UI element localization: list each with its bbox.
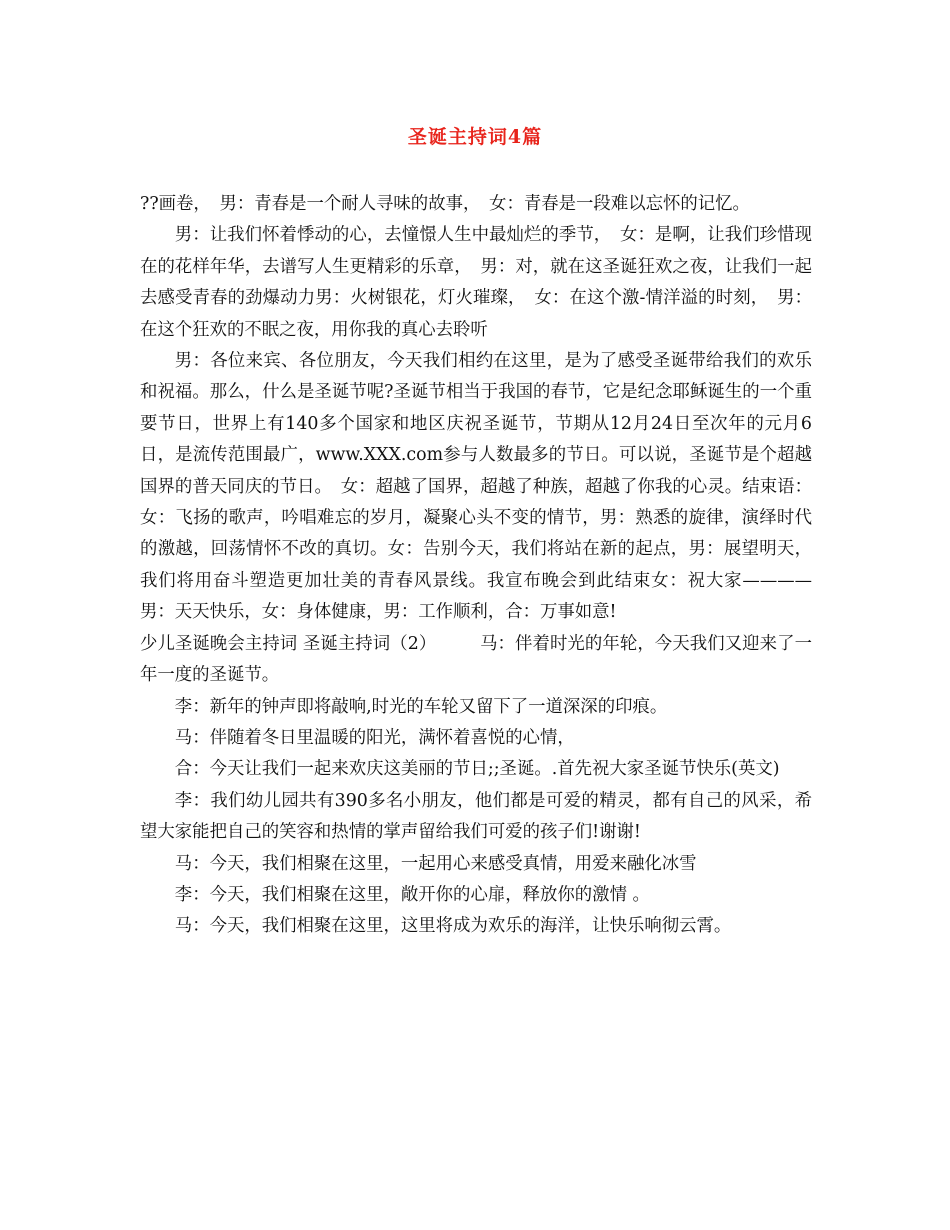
paragraph-11: 马：今天，我们相聚在这里，这里将成为欢乐的海洋，让快乐响彻云霄。: [174, 916, 732, 937]
paragraph-10: 李：今天，我们相聚在这里，敞开你的心扉，释放你的激情 。: [174, 884, 650, 905]
paragraph-7: 合：今天让我们一起来欢庆这美丽的节日;;圣诞。.首先祝大家圣诞节快乐(英文): [174, 759, 780, 780]
paragraph-4: 少儿圣诞晚会主持词 圣诞主持词（2） 马：伴着时光的年轮，今天我们又迎来了一年一度的圣诞节。: [140, 633, 812, 686]
paragraph-8: 李：我们幼儿园共有390多名小朋友，他们都是可爱的精灵，都有自己的风采，希望大家能把自己的笑容和热情的掌声留给我们可爱的孩子们!谢谢!: [140, 790, 812, 843]
paragraph-5: 李：新年的钟声即将敲响,时光的车轮又留下了一道深深的印痕。: [174, 696, 668, 717]
paragraph-2: 男：让我们怀着悸动的心，去憧憬人生中最灿烂的季节， 女：是啊，让我们珍惜现在的花样年华，去谱写人生更精彩的乐章， 男：对，就在这圣诞狂欢之夜，让我们一起去感受青春的劲爆动力男：火树银花，灯火璀璨， 女：在这个激-情洋溢的时刻， 男：在这个狂欢的不眠之夜，用你我的真心去聆听: [140, 225, 812, 340]
paragraph-1: ??画卷， 男：青春是一个耐人寻味的故事， 女：青春是一段难以忘怀的记忆。: [140, 194, 750, 214]
document-title: 圣诞主持词4篇: [407, 126, 543, 148]
paragraph-3: 男：各位来宾、各位朋友，今天我们相约在这里，是为了感受圣诞带给我们的欢乐和祝福。那么，什么是圣诞节呢?圣诞节相当于我国的春节，它是纪念耶稣诞生的一个重要节日，世界上有140多个国家和地区庆祝圣诞节，节期从12月24日至次年的元月6日，是流传范围最广，www.XXX.com参与人数最多的节日。可以说，圣诞节是个超越国界的普天同庆的节日。 女：超越了国界，超越了种族，超越了你我的心灵。结束语：女：飞扬的歌声，吟唱难忘的岁月，凝聚心头不变的情节，男：熟悉的旋律，演绎时代的激越，回荡情怀不改的真切。女：告别今天，我们将站在新的起点，男：展望明天，我们将用奋斗塑造更加壮美的青春风景线。我宣布晚会到此结束女：祝大家————男：天天快乐，女：身体健康，男：工作顺利，合：万事如意!: [140, 351, 812, 623]
paragraph-6: 马：伴随着冬日里温暖的阳光，满怀着喜悦的心情，: [174, 727, 575, 748]
document-body: [140, 189, 812, 943]
paragraph-9: 马：今天，我们相聚在这里，一起用心来感受真情，用爱来融化冰雪: [174, 853, 697, 874]
